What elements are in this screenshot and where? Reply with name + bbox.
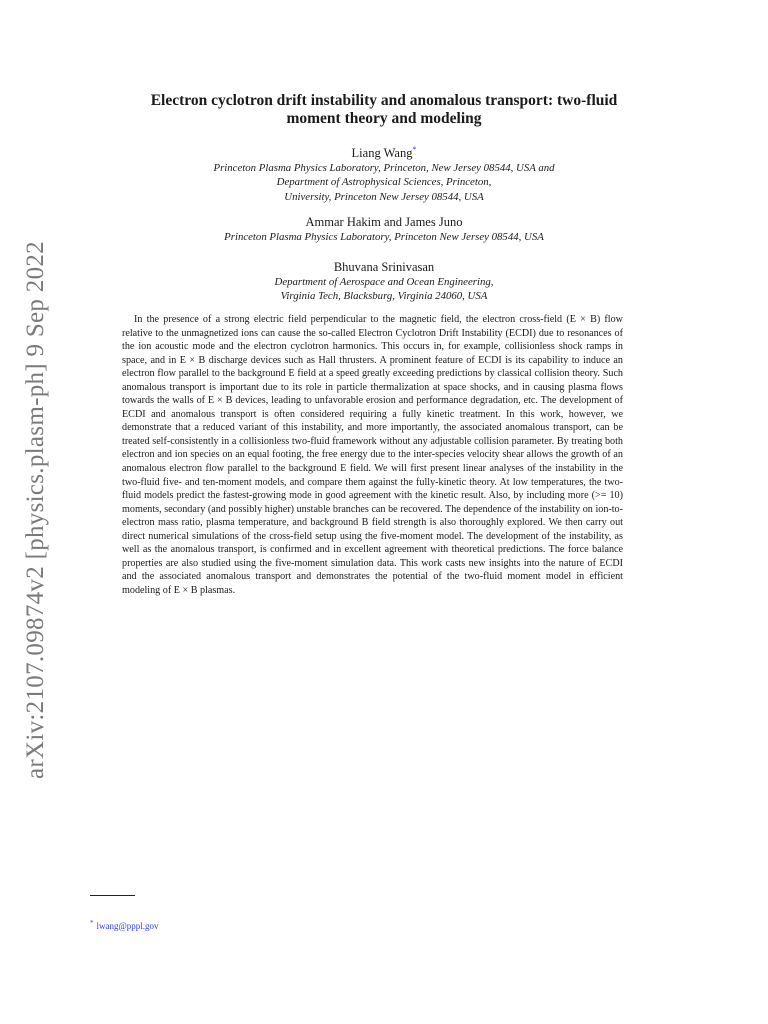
arxiv-identifier-stamp xyxy=(14,230,58,790)
affiliation-line: Princeton Plasma Physics Laboratory, Princeton, New Jersey 08544, USA and xyxy=(213,162,555,175)
paper-title xyxy=(90,92,678,128)
footnote-divider xyxy=(90,895,135,896)
author-name: Bhuvana Srinivasan xyxy=(333,260,435,274)
affiliation-line: Department of Astrophysical Sciences, Princeton, xyxy=(276,176,492,189)
arxiv-id-text: arXiv:2107.09874v2 [physics.plasm-ph] 9 Sep 2022 xyxy=(22,241,49,779)
affiliation-line: Princeton Plasma Physics Laboratory, Princeton New Jersey 08544, USA xyxy=(224,231,544,243)
author-name: Ammar Hakim and James Juno xyxy=(305,215,463,229)
abstract-paragraph: In the presence of a strong electric field perpendicular to the magnetic field, the electron cross-field (E × B) flow relative to the unmagnetized ions can cause the so-called Electron Cyclotron Drift Instability (ECDI) due to resonances of the ion acoustic mode and the electron cyclotron harmonics. This occurs in, for example, collisionless shock ramps in space, and in E × B discharge devices such as Hall thrusters. A prominent feature of ECDI is its capability to induce an electron flow parallel to the background E field at a speed greatly exceeding predictions by classical collision theory. Such anomalous transport is important due to its role in particle thermalization at space shocks, and in causing plasma flows towards the walls of E × B devices, leading to unfavorable erosion and performance degradation, etc. The development of ECDI and anomalous transport is often considered requiring a fully kinetic treatment. In this work, however, we demonstrate that a reduced variant of this instability, and more importantly, the associated anomalous transport, can be treated self-consistently in a collisionless two-fluid framework without any adjustable collision parameter. By treating both electron and ion species on an equal footing, the free energy due to the inter-species velocity shear allows the growth of an anomalous electron flow parallel to the background E field. We will first present linear analyses of the instability in the two-fluid five- and ten-moment models, and compare them against the fully-kinetic theory. At low temperatures, the two-fluid models predict the fastest-growing mode in good agreement with the kinetic result. Also, by including more (>= 10) moments, secondary (and possibly higher) unstable branches can be recovered. The dependence of the instability on ion-to-electron mass ratio, plasma temperature, and background B field strength is also thoroughly explored. We then carry out direct numerical simulations of the cross-field setup using the five-moment model. The development of the instability, as well as the anomalous transport, is confirmed and in excellent agreement with theoretical predictions. The force balance properties are also studied using the five-moment simulation data. This work casts new insights into the nature of ECDI and the associated anomalous transport and demonstrates the potential of the two-fluid moment model in efficient modeling of E × B plasmas. xyxy=(122,314,623,596)
footnote xyxy=(90,917,159,932)
title-line-1: Electron cyclotron drift instability and anomalous transport: two-fluid xyxy=(150,92,618,109)
author-name xyxy=(90,142,678,161)
footnote-email-link[interactable]: lwang@pppl.gov xyxy=(96,921,159,931)
footnote-marker-link[interactable]: * xyxy=(412,145,417,154)
author-block-3 xyxy=(90,259,678,304)
affiliation-line: University, Princeton New Jersey 08544, USA xyxy=(284,190,484,203)
affiliation-line: Department of Aerospace and Ocean Engineering, xyxy=(274,276,494,288)
author-block-1 xyxy=(90,142,678,204)
title-line-2: moment theory and modeling xyxy=(286,110,482,127)
author-name-text: Liang Wang xyxy=(351,146,413,161)
affiliation-line: Virginia Tech, Blacksburg, Virginia 24060, USA xyxy=(280,290,488,303)
footnote-marker: * xyxy=(90,919,94,927)
author-block-2 xyxy=(90,214,678,244)
